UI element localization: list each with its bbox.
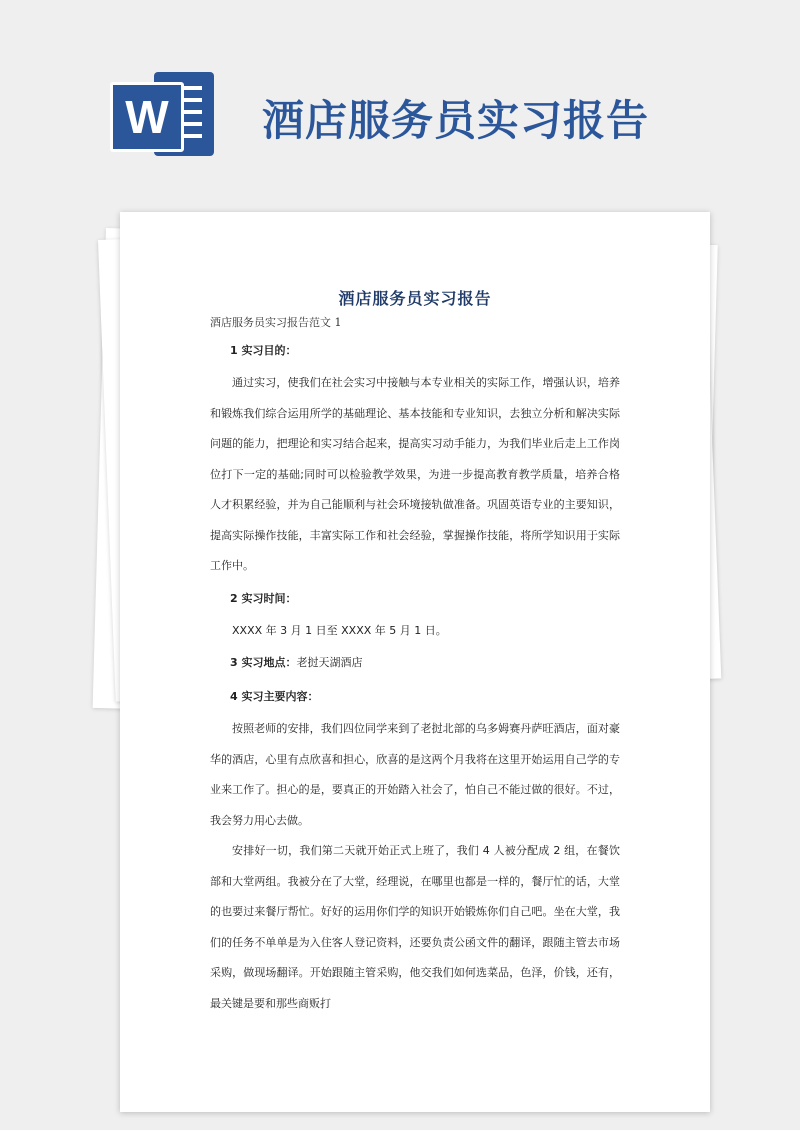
section-heading-location	[210, 646, 620, 680]
word-document-icon	[110, 72, 214, 156]
paragraph-time: XXXX 年 3 月 1 日至 XXXX 年 5 月 1 日。	[232, 623, 447, 637]
paragraph-purpose: 通过实习，使我们在社会实习中接触与本专业相关的实际工作，增强认识，培养和锻炼我们综合运用所学的基础理论、基本技能和专业知识，去独立分析和解决实际问题的能力，把理论和实习结合起来，提高实习动手能力，为我们毕业后走上工作岗位打下一定的基础;同时可以检验教学效果，为进一步提高教育教学质量，培养合格人才积累经验，并为自己能顺利与社会环境接轨做准备。巩固英语专业的主要知识，提高实际操作技能，丰富实际工作和社会经验，掌握操作技能，将所学知识用于实际工作中。	[210, 376, 620, 572]
document-title: 酒店服务员实习报告	[338, 289, 492, 308]
location-value: 老挝天湖酒店	[296, 656, 363, 669]
banner-title: 酒店服务员实习报告	[262, 96, 650, 145]
paragraph-content-1: 按照老师的安排，我们四位同学来到了老挝北部的乌多姆赛丹萨旺酒店，面对豪华的酒店，心里有点欣喜和担心，欣喜的是这两个月我将在这里开始运用自己学的专业来工作了。担心的是，要真正的开始踏入社会了，怕自己不能过做的很好。不过，我会努力用心去做。	[210, 722, 620, 827]
section-heading-content: 4 实习主要内容：	[230, 690, 319, 703]
section-heading-time: 2 实习时间：	[230, 591, 297, 605]
header-banner	[0, 0, 800, 200]
section-heading-purpose: 1 实习目的：	[230, 344, 297, 357]
document-body	[210, 334, 620, 1019]
word-letter-badge: W	[110, 82, 184, 152]
location-label: 3 实习地点：	[230, 656, 297, 669]
paragraph-content-2: 安排好一切，我们第二天就开始正式上班了，我们 4 人被分配成 2 组，在餐饮部和大堂两组。我被分在了大堂，经理说，在哪里也都是一样的，餐厅忙的话，大堂的也要过来餐厅帮忙。好好的运用你们学的知识开始锻炼你们自己吧。坐在大堂，我们的任务不单单是为入住客人登记资料，还要负责公函文件的翻译，跟随主管去市场采购，做现场翻译。开始跟随主管采购，他交我们如何选菜品，色泽，价钱，还有，最关键是要和那些商贩打	[210, 844, 620, 1010]
document-page	[120, 212, 710, 1112]
document-subtitle: 酒店服务员实习报告范文 1	[210, 316, 342, 329]
